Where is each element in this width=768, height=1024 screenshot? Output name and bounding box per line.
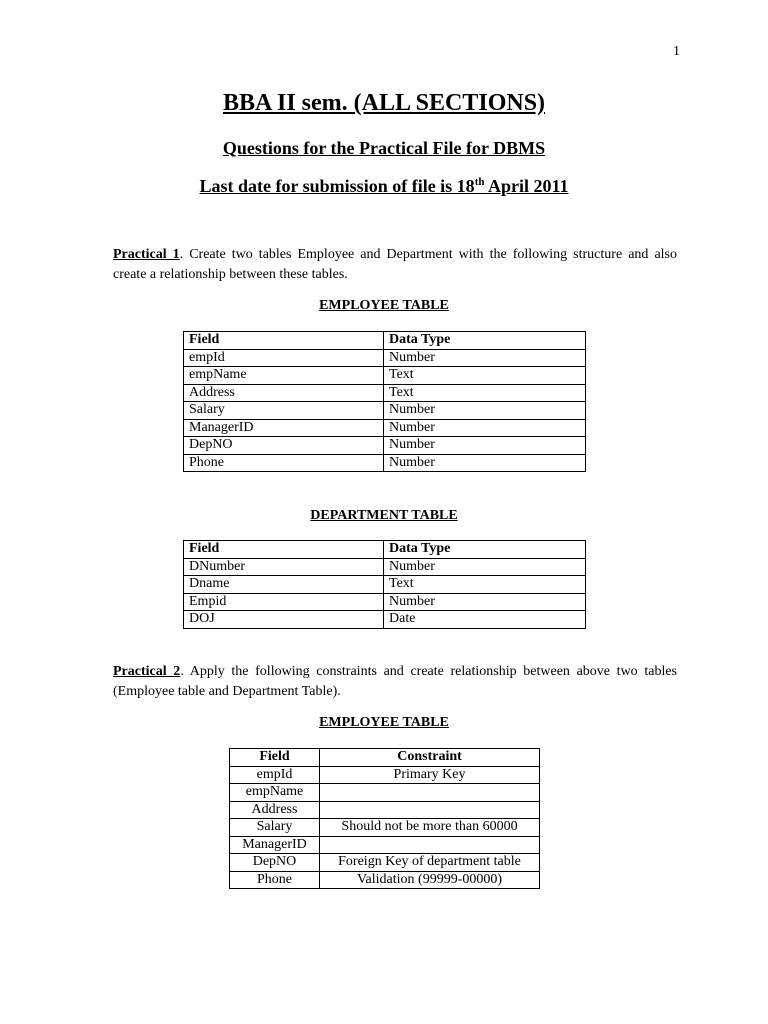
table-row xyxy=(184,402,586,420)
table-row xyxy=(230,784,540,802)
employee-constraints-heading: EMPLOYEE TABLE xyxy=(319,715,449,730)
table-row xyxy=(230,871,540,889)
deadline-text: Last date for submission of file is 18 xyxy=(199,176,475,196)
table-row xyxy=(184,576,586,594)
employee-table-heading: EMPLOYEE TABLE xyxy=(319,298,449,313)
table-cell: Number xyxy=(384,593,586,611)
table-header-row xyxy=(230,749,540,767)
table-cell: Number xyxy=(384,558,586,576)
table-cell: Text xyxy=(384,384,586,402)
table-cell: Number xyxy=(384,419,586,437)
table-row xyxy=(230,801,540,819)
table-row xyxy=(230,836,540,854)
table-row xyxy=(184,349,586,367)
deadline-text-end: April 2011 xyxy=(484,176,569,196)
table-cell: empName xyxy=(184,367,384,385)
table-cell: Primary Key xyxy=(320,766,540,784)
table-cell: DOJ xyxy=(184,611,384,629)
practical-2-text: . Apply the following constraints and create relationship between above two tables (Employee table and Department Table). xyxy=(113,664,678,699)
table-cell: Salary xyxy=(184,402,384,420)
table-cell: Address xyxy=(184,384,384,402)
table-cell: Number xyxy=(384,437,586,455)
column-header: Constraint xyxy=(320,749,540,767)
table-row xyxy=(184,367,586,385)
table-cell: empId xyxy=(230,766,320,784)
department-structure-table xyxy=(183,540,586,629)
table-row xyxy=(184,437,586,455)
practical-1-paragraph xyxy=(113,245,677,285)
table-header-row xyxy=(184,541,586,559)
practical-2-paragraph xyxy=(113,662,677,702)
table-cell: Number xyxy=(384,454,586,472)
table-cell: DepNO xyxy=(230,854,320,872)
table-cell xyxy=(320,836,540,854)
column-header: Data Type xyxy=(384,332,586,350)
table-cell: Date xyxy=(384,611,586,629)
table-cell: DepNO xyxy=(184,437,384,455)
page-number: 1 xyxy=(673,44,680,59)
table-cell xyxy=(320,801,540,819)
table-cell: ManagerID xyxy=(230,836,320,854)
column-header: Field xyxy=(184,541,384,559)
table-cell: Number xyxy=(384,402,586,420)
table-cell: Phone xyxy=(184,454,384,472)
table-cell: Should not be more than 60000 xyxy=(320,819,540,837)
practical-1-text: . Create two tables Employee and Department with the following structure and also create a relationship between these tables. xyxy=(113,247,677,282)
employee-constraints-table xyxy=(229,748,540,889)
table-cell xyxy=(320,784,540,802)
column-header: Field xyxy=(184,332,384,350)
table-row xyxy=(230,854,540,872)
table-row xyxy=(184,611,586,629)
table-row xyxy=(184,384,586,402)
page-subtitle: Questions for the Practical File for DBMS xyxy=(222,138,546,158)
table-cell: ManagerID xyxy=(184,419,384,437)
department-table-heading: DEPARTMENT TABLE xyxy=(310,508,458,523)
table-row xyxy=(230,819,540,837)
column-header: Field xyxy=(230,749,320,767)
table-cell: Foreign Key of department table xyxy=(320,854,540,872)
table-cell: Text xyxy=(384,367,586,385)
table-row xyxy=(184,593,586,611)
table-cell: Empid xyxy=(184,593,384,611)
table-cell: Dname xyxy=(184,576,384,594)
deadline-superscript: th xyxy=(474,176,485,188)
table-row xyxy=(184,419,586,437)
table-cell: empId xyxy=(184,349,384,367)
table-header-row xyxy=(184,332,586,350)
employee-structure-table xyxy=(183,331,586,472)
table-cell: Validation (99999-00000) xyxy=(320,871,540,889)
table-row xyxy=(230,766,540,784)
practical-2-label: Practical 2 xyxy=(113,664,181,679)
table-cell: DNumber xyxy=(184,558,384,576)
table-cell: empName xyxy=(230,784,320,802)
submission-deadline xyxy=(0,176,768,197)
table-row xyxy=(184,558,586,576)
table-cell: Salary xyxy=(230,819,320,837)
page-title: BBA II sem. (ALL SECTIONS) xyxy=(222,90,546,116)
column-header: Data Type xyxy=(384,541,586,559)
table-cell: Number xyxy=(384,349,586,367)
table-cell: Address xyxy=(230,801,320,819)
practical-1-label: Practical 1 xyxy=(113,247,180,262)
table-cell: Text xyxy=(384,576,586,594)
table-cell: Phone xyxy=(230,871,320,889)
table-row xyxy=(184,454,586,472)
